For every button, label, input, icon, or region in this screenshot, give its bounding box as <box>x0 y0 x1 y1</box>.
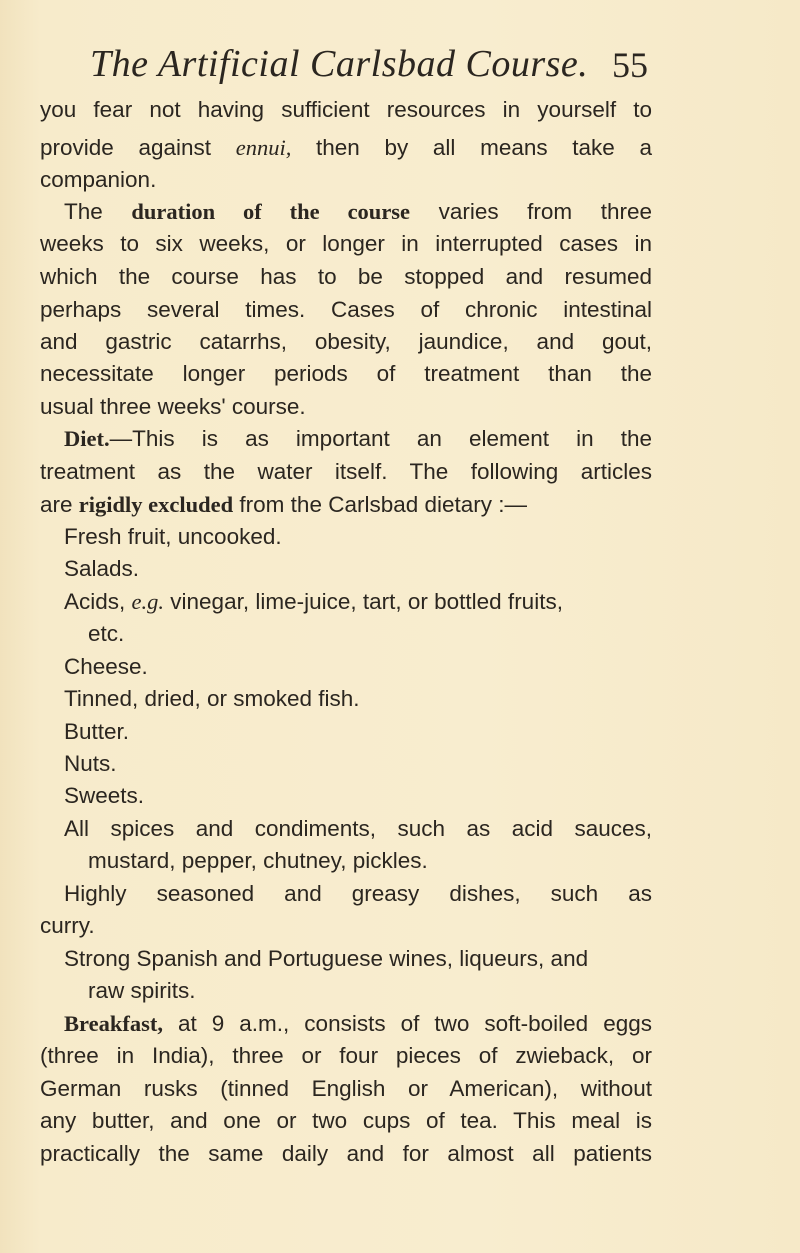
bold-run: Diet. <box>64 426 110 451</box>
text-line <box>40 1106 652 1136</box>
text-line <box>88 846 428 876</box>
text-run: Tinned, dried, or smoked fish. <box>64 686 360 711</box>
text-line <box>40 229 652 259</box>
text-line <box>40 1139 652 1169</box>
text-line <box>64 944 588 974</box>
text-run: vinegar, lime-juice, tart, or bottled fruits, <box>164 589 563 614</box>
text-line <box>88 619 124 649</box>
bold-run: Breakfast, <box>64 1011 163 1036</box>
text-run: Nuts. <box>64 751 117 776</box>
text-run: curry. <box>40 913 95 938</box>
text-run: —This is as important an element in the <box>109 426 652 451</box>
text-run: varies from three <box>410 199 652 224</box>
text-run: German rusks (tinned English or American), without <box>40 1076 652 1101</box>
text-run: raw spirits. <box>88 978 196 1003</box>
text-line <box>40 133 652 163</box>
page-number: 55 <box>612 45 648 85</box>
text-line <box>64 587 563 617</box>
text-run: any butter, and one or two cups of tea. This meal is <box>40 1108 652 1133</box>
text-run: you fear not having sufficient resources in yourself to <box>40 97 652 122</box>
text-line <box>64 814 652 844</box>
text-line <box>64 781 144 811</box>
text-run: which the course has to be stopped and resumed <box>40 264 652 289</box>
text-run: etc. <box>88 621 125 646</box>
text-run: perhaps several times. Cases of chronic intestinal <box>40 297 652 322</box>
text-line <box>64 749 117 779</box>
text-run: companion. <box>40 167 157 192</box>
text-line <box>88 976 196 1006</box>
text-run: and gastric catarrhs, obesity, jaundice, and gout, <box>40 329 652 354</box>
running-title: The Artificial Carlsbad Course. <box>90 43 589 85</box>
text-line <box>40 262 652 292</box>
text-line <box>40 392 306 422</box>
text-run: The <box>64 199 132 224</box>
text-line <box>40 165 156 195</box>
text-line <box>64 1009 652 1039</box>
text-run: then by all means take a <box>291 135 652 160</box>
text-line <box>40 1041 652 1071</box>
text-run: Cheese. <box>64 654 148 679</box>
text-run: Highly seasoned and greasy dishes, such as <box>64 881 652 906</box>
bold-run: rigidly excluded <box>78 492 234 517</box>
text-line <box>40 457 652 487</box>
text-run: from the Carlsbad dietary :— <box>233 492 528 517</box>
text-run: Butter. <box>64 719 130 744</box>
text-run: weeks to six weeks, or longer in interrupted cases in <box>40 231 652 256</box>
text-line <box>40 911 95 941</box>
text-run: necessitate longer periods of treatment than the <box>40 361 652 386</box>
text-line <box>40 1074 652 1104</box>
text-line <box>64 554 139 584</box>
text-line <box>64 652 148 682</box>
bold-run: duration of the course <box>131 199 411 224</box>
text-line <box>40 95 652 125</box>
text-line <box>40 490 527 520</box>
text-line <box>64 424 652 454</box>
text-line <box>64 684 360 714</box>
text-run: at 9 a.m., consists of two soft-boiled eggs <box>162 1011 652 1036</box>
text-run: Sweets. <box>64 783 145 808</box>
text-run: Acids, <box>64 589 132 614</box>
text-run: Fresh fruit, uncooked. <box>64 524 282 549</box>
text-run: mustard, pepper, chutney, pickles. <box>88 848 428 873</box>
text-run: Salads. <box>64 556 140 581</box>
text-run: practically the same daily and for almost all patients <box>40 1141 652 1166</box>
italic-run: ennui, <box>235 135 292 160</box>
text-run: Strong Spanish and Portuguese wines, liqueurs, and <box>64 946 589 971</box>
text-run: treatment as the water itself. The following articles <box>40 459 652 484</box>
text-line <box>64 717 129 747</box>
text-line <box>40 327 652 357</box>
text-line <box>64 522 282 552</box>
text-line <box>64 879 652 909</box>
text-run: provide against <box>40 135 236 160</box>
text-run: are <box>40 492 79 517</box>
text-run: All spices and condiments, such as acid sauces, <box>64 816 652 841</box>
italic-run: e.g. <box>131 589 165 614</box>
text-run: (three in India), three or four pieces of zwieback, or <box>40 1043 652 1068</box>
text-line <box>64 197 652 227</box>
text-line <box>40 359 652 389</box>
text-line <box>40 295 652 325</box>
text-run: usual three weeks' course. <box>40 394 306 419</box>
